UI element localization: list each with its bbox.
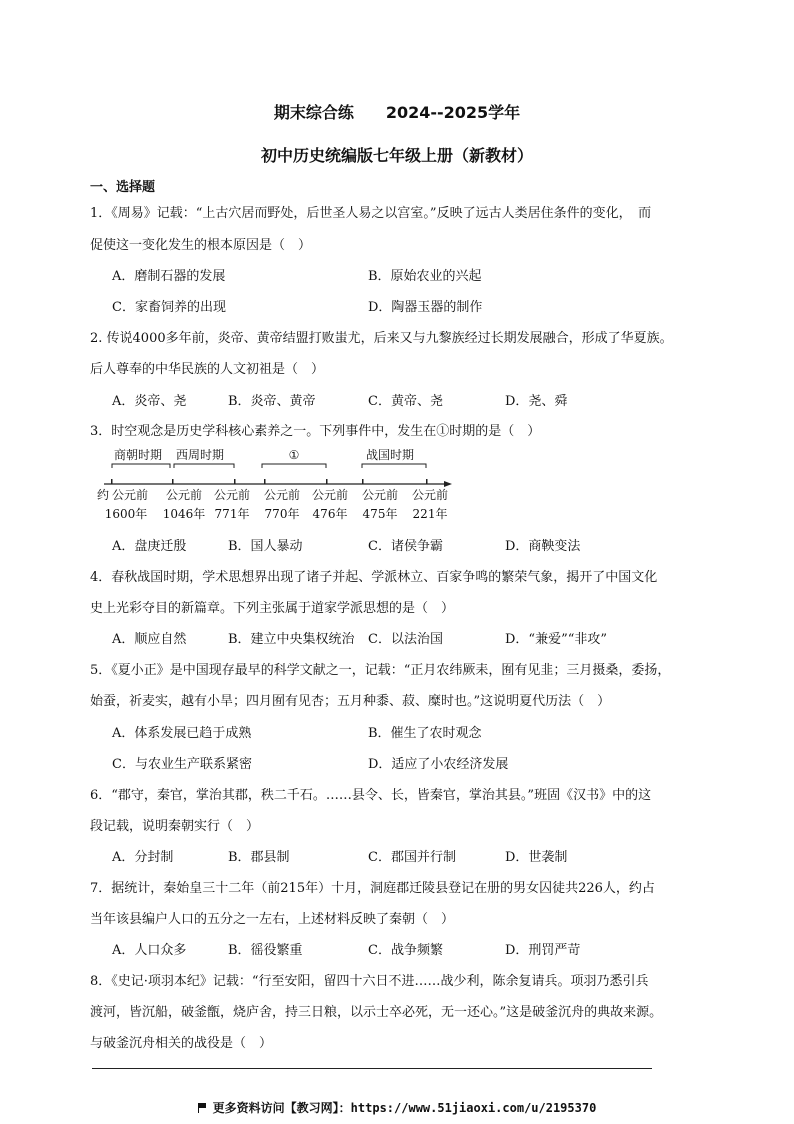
timeline-tick-top: 公元前 xyxy=(411,488,449,502)
question-4-option-d: D．“兼爱”“非攻” xyxy=(505,632,608,647)
question-7-text: 7．据统计，秦始皇三十二年（前215年）十月，洞庭郡迁陵县登记在册的男女囚徒共226人，约占 xyxy=(90,881,655,896)
footer-divider xyxy=(92,1068,652,1069)
question-5-option-c: C．与农业生产联系紧密 xyxy=(112,757,252,772)
question-1-option-c: C．家畜饲养的出现 xyxy=(112,300,226,315)
timeline-tick-top: 公元前 xyxy=(361,488,399,502)
timeline-tick-top: 公元前 xyxy=(311,488,349,502)
question-7-text-cont: 当年该县编户人口的五分之一左右，上述材料反映了秦朝（ ） xyxy=(90,912,455,927)
question-7-option-d: D．刑罚严苛 xyxy=(505,943,581,958)
timeline-tick-bottom: 476年 xyxy=(312,507,348,521)
question-2-option-a: A．炎帝、尧 xyxy=(112,394,187,409)
question-3-text: 3．时空观念是历史学科核心素养之一。下列事件中，发生在①时期的是（ ） xyxy=(90,424,541,439)
question-5-text: 5．《夏小正》是中国现存最早的科学文献之一，记载：“正月农纬厥耒，囿有见韭；三月摄桑，委扬， xyxy=(90,663,671,678)
question-6-option-a: A．分封制 xyxy=(112,850,174,865)
timeline-tick-bottom: 771年 xyxy=(214,507,250,521)
question-7-option-b: B．徭役繁重 xyxy=(228,943,303,958)
question-1-option-b: B．原始农业的兴起 xyxy=(368,269,482,284)
question-5-text-cont: 始蚕，祈麦实，越有小旱；四月囿有见杏；五月种黍、菽、糜时也。”这说明夏代历法（ ） xyxy=(90,694,611,709)
question-7-option-a: A．人口众多 xyxy=(112,943,187,958)
question-1-text-cont: 促使这一变化发生的根本原因是（ ） xyxy=(90,238,312,253)
timeline-tick-bottom: 1600年 xyxy=(104,507,148,521)
page-title: 期末综合练 2024--2025学年 xyxy=(273,103,521,122)
question-6-option-c: C．郡国并行制 xyxy=(368,850,456,865)
question-8-text-cont-2: 与破釜沉舟相关的战役是（ ） xyxy=(90,1036,273,1051)
question-2-text-cont: 后人尊奉的中华民族的人文初祖是（ ） xyxy=(90,362,325,377)
question-3-option-a: A．盘庚迁殷 xyxy=(112,539,187,554)
timeline-prefix: 约 xyxy=(97,488,110,502)
question-4-option-a: A．顺应自然 xyxy=(112,632,187,647)
question-3-option-b: B．国人暴动 xyxy=(228,539,303,554)
question-6-option-d: D．世袭制 xyxy=(505,850,568,865)
question-5-option-d: D．适应了小农经济发展 xyxy=(368,757,509,772)
question-4-text: 4．春秋战国时期，学术思想界出现了诸子并起、学派林立、百家争鸣的繁荣气象，揭开了中国文化 xyxy=(90,570,658,585)
question-1-option-d: D．陶器玉器的制作 xyxy=(368,300,483,315)
question-5-option-b: B．催生了农时观念 xyxy=(368,726,482,741)
timeline-period-shang: 商朝时期 xyxy=(114,448,163,462)
footer-link[interactable] xyxy=(0,1099,794,1116)
question-1-text: 1．《周易》记载：“上古穴居而野处，后世圣人易之以宫室。”反映了远古人类居住条件的变化， 而 xyxy=(90,206,652,221)
question-2-option-c: C．黄帝、尧 xyxy=(368,394,443,409)
timeline-tick-top: 公元前 xyxy=(165,488,203,502)
question-5-option-a: A．体系发展已趋于成熟 xyxy=(112,726,252,741)
question-3-option-c: C．诸侯争霸 xyxy=(368,539,443,554)
timeline-period-1: ① xyxy=(288,448,300,462)
question-4-option-c: C．以法治国 xyxy=(368,632,443,647)
question-8-text: 8．《史记·项羽本纪》记载：“行至安阳，留四十六日不进……战少利，陈余复请兵。项羽乃悉引兵 xyxy=(90,974,649,989)
question-6-text-cont: 段记载，说明秦朝实行（ ） xyxy=(90,819,260,834)
question-7-option-c: C．战争频繁 xyxy=(368,943,443,958)
page-subtitle: 初中历史统编版七年级上册（新教材） xyxy=(260,146,533,165)
timeline-period-warring-states: 战国时期 xyxy=(366,448,415,462)
question-2-option-d: D．尧、舜 xyxy=(505,394,568,409)
timeline-tick-bottom: 1046年 xyxy=(162,507,206,521)
timeline-tick-bottom: 221年 xyxy=(412,507,448,521)
timeline-tick-bottom: 475年 xyxy=(362,507,398,521)
section-heading: 一、选择题 xyxy=(90,180,156,195)
timeline-tick-top: 公元前 xyxy=(263,488,301,502)
footer-text: 更多资料访问【教习网】：https://www.51jiaoxi.com/u/2195370 xyxy=(212,1101,597,1115)
flag-icon xyxy=(198,1103,207,1113)
timeline-tick-top: 公元前 xyxy=(213,488,251,502)
question-6-option-b: B．郡县制 xyxy=(228,850,290,865)
question-4-option-b: B．建立中央集权统治 xyxy=(228,632,355,647)
question-3-option-d: D．商鞅变法 xyxy=(505,539,581,554)
question-1-option-a: A．磨制石器的发展 xyxy=(112,269,226,284)
question-8-text-cont: 渡河，皆沉船，破釜甑，烧庐舍，持三日粮，以示士卒必死，无一还心。”这是破釜沉舟的典故来源。 xyxy=(90,1005,663,1020)
question-4-text-cont: 史上光彩夺目的新篇章。下列主张属于道家学派思想的是（ ） xyxy=(90,601,455,616)
timeline-period-western-zhou: 西周时期 xyxy=(176,448,225,462)
question-6-text: 6．“郡守，秦官，掌治其郡，秩二千石。……县令、长，皆秦官，掌治其县。”班固《汉书》中的这 xyxy=(90,788,652,803)
timeline-figure xyxy=(97,446,460,526)
timeline-tick-top: 公元前 xyxy=(111,488,149,502)
question-2-option-b: B．炎帝、黄帝 xyxy=(228,394,316,409)
question-2-text: 2. 传说4000多年前，炎帝、黄帝结盟打败蚩尤，后来又与九黎族经过长期发展融合，形成了华夏族。 xyxy=(90,331,673,346)
timeline-tick-bottom: 770年 xyxy=(264,507,300,521)
